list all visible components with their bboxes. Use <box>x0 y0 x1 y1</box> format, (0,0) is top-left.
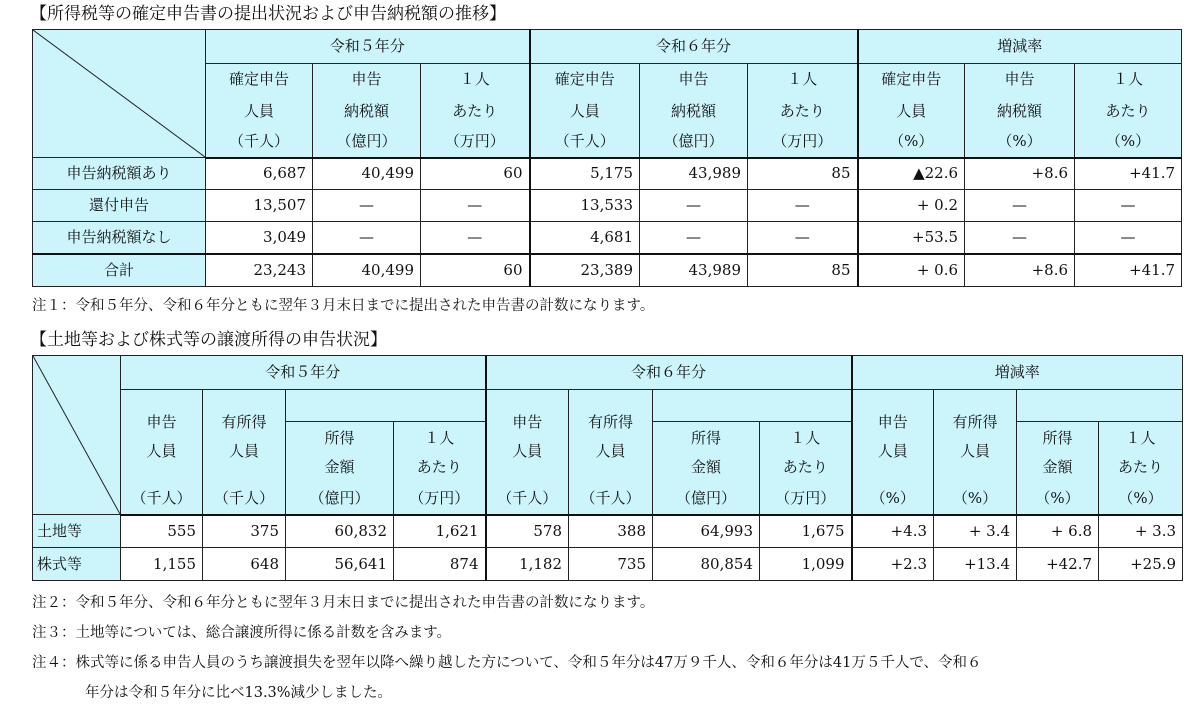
table-cell: 6,687 <box>206 158 313 190</box>
group-header: 令和５年分 <box>121 356 486 390</box>
table-cell: 735 <box>569 548 653 581</box>
col-header-spacer <box>1017 390 1183 422</box>
table-cell: 648 <box>203 548 286 581</box>
col-header-spacer <box>286 390 486 422</box>
col-header-line1: 申告 <box>313 64 421 96</box>
table-row-total <box>33 254 1182 287</box>
table-cell: — <box>640 190 748 222</box>
note-4-continued: 年分は令和５年分に比べ13.3%減少しました。 <box>85 685 393 701</box>
table-row <box>33 158 1182 190</box>
col-header-line1: １人 <box>1075 64 1182 96</box>
table-row <box>33 515 1183 548</box>
table-cell: +13.4 <box>934 548 1017 581</box>
table-cell: 43,989 <box>640 254 748 287</box>
table-cell: 3,049 <box>206 222 313 254</box>
table-cell: 40,499 <box>313 158 421 190</box>
col-unit: （億円） <box>286 484 394 515</box>
col-header: 申告 人員 <box>121 390 203 484</box>
table-cell: — <box>1075 190 1182 222</box>
col-header: １人 あたり <box>394 422 486 484</box>
col-header-line1: 確定申告 <box>206 64 313 96</box>
corner-diagonal-cell <box>33 30 206 158</box>
table-cell: 60 <box>421 158 530 190</box>
col-unit: （%） <box>852 484 934 515</box>
table-cell: +41.7 <box>1075 158 1182 190</box>
col-unit: （億円） <box>640 127 748 158</box>
note-4: 注４：株式等に係る申告人員のうち譲渡損失を翌年以降へ繰り越した方について、令和５年分は47万９千人、令和６年分は41万５千人で、令和６ <box>32 655 982 671</box>
col-unit: （%） <box>1099 484 1183 515</box>
col-header: 所得 金額 <box>286 422 394 484</box>
table-cell: — <box>313 190 421 222</box>
table-cell: 60,832 <box>286 515 394 548</box>
row-label: 合計 <box>33 254 206 287</box>
table-cell: + 0.6 <box>858 254 965 287</box>
table-cell: +42.7 <box>1017 548 1099 581</box>
row-label: 土地等 <box>33 515 121 548</box>
row-label: 株式等 <box>33 548 121 581</box>
table-cell: 80,854 <box>653 548 760 581</box>
group-header: 令和６年分 <box>530 30 858 64</box>
col-unit: （%） <box>934 484 1017 515</box>
col-header-line2: あたり <box>421 96 530 127</box>
note-2: 注２：令和５年分、令和６年分ともに翌年３月末日までに提出された申告書の計数になります。 <box>32 595 655 611</box>
col-header-spacer <box>653 390 852 422</box>
col-unit: （千人） <box>530 127 640 158</box>
table-cell: +8.6 <box>965 254 1075 287</box>
table-cell: — <box>421 222 530 254</box>
row-label: 還付申告 <box>33 190 206 222</box>
table-cell: 43,989 <box>640 158 748 190</box>
table-cell: +8.6 <box>965 158 1075 190</box>
table-row <box>33 190 1182 222</box>
table-cell: — <box>748 190 858 222</box>
table-cell: 85 <box>748 158 858 190</box>
table-cell: — <box>748 222 858 254</box>
table-row <box>33 548 1183 581</box>
col-header-line1: 確定申告 <box>858 64 965 96</box>
table-cell: + 3.4 <box>934 515 1017 548</box>
table1-title: 【所得税等の確定申告書の提出状況および申告納税額の推移】 <box>30 4 506 24</box>
transfer-income-table <box>32 355 1183 581</box>
table-cell: — <box>313 222 421 254</box>
col-header: １人 あたり <box>760 422 852 484</box>
col-header: 有所得 人員 <box>203 390 286 484</box>
col-header: 申告 人員 <box>486 390 569 484</box>
col-unit: （%） <box>1075 127 1182 158</box>
col-header: １人 あたり <box>1099 422 1183 484</box>
table-cell: 375 <box>203 515 286 548</box>
table-cell: +2.3 <box>852 548 934 581</box>
table-cell: 1,621 <box>394 515 486 548</box>
col-header-line1: １人 <box>748 64 858 96</box>
col-header-line2: あたり <box>1075 96 1182 127</box>
table-cell: 4,681 <box>530 222 640 254</box>
col-unit: （万円） <box>748 127 858 158</box>
table-cell: 1,155 <box>121 548 203 581</box>
col-unit: （億円） <box>313 127 421 158</box>
tax-return-table <box>32 29 1182 287</box>
col-header-line2: 人員 <box>206 96 313 127</box>
col-header-line2: 納税額 <box>965 96 1075 127</box>
table-cell: 13,533 <box>530 190 640 222</box>
col-unit: （万円） <box>394 484 486 515</box>
note-3: 注３：土地等については、総合譲渡所得に係る計数を含みます。 <box>32 625 452 641</box>
col-header-line2: 人員 <box>530 96 640 127</box>
table-cell: 64,993 <box>653 515 760 548</box>
table-cell: 23,243 <box>206 254 313 287</box>
table-cell: + 6.8 <box>1017 515 1099 548</box>
col-unit: （万円） <box>760 484 852 515</box>
group-header: 増減率 <box>858 30 1182 64</box>
col-header: 所得 金額 <box>653 422 760 484</box>
col-unit: （万円） <box>421 127 530 158</box>
col-header: 有所得 人員 <box>569 390 653 484</box>
table-cell: 56,641 <box>286 548 394 581</box>
table-cell: 85 <box>748 254 858 287</box>
table2-title: 【土地等および株式等の譲渡所得の申告状況】 <box>30 330 387 350</box>
col-header-line1: 確定申告 <box>530 64 640 96</box>
col-header-line2: あたり <box>748 96 858 127</box>
col-header-line1: １人 <box>421 64 530 96</box>
col-header-line2: 納税額 <box>313 96 421 127</box>
col-header-line1: 申告 <box>965 64 1075 96</box>
table-cell: 1,099 <box>760 548 852 581</box>
table-cell: +53.5 <box>858 222 965 254</box>
table-cell: 555 <box>121 515 203 548</box>
table-cell: 40,499 <box>313 254 421 287</box>
group-header: 令和６年分 <box>486 356 852 390</box>
corner-diagonal-cell <box>33 356 121 515</box>
col-unit: （千人） <box>206 127 313 158</box>
col-unit: （千人） <box>121 484 203 515</box>
note-1: 注１：令和５年分、令和６年分ともに翌年３月末日までに提出された申告書の計数になります。 <box>32 298 655 314</box>
table-cell: — <box>1075 222 1182 254</box>
table-cell: +41.7 <box>1075 254 1182 287</box>
table-row <box>33 222 1182 254</box>
group-header: 増減率 <box>852 356 1183 390</box>
table-cell: ▲22.6 <box>858 158 965 190</box>
table-cell: 578 <box>486 515 569 548</box>
table-cell: +4.3 <box>852 515 934 548</box>
table-cell: 1,675 <box>760 515 852 548</box>
table-cell: 5,175 <box>530 158 640 190</box>
col-unit: （%） <box>1017 484 1099 515</box>
col-header-line2: 人員 <box>858 96 965 127</box>
col-header-line1: 申告 <box>640 64 748 96</box>
table-cell: +25.9 <box>1099 548 1183 581</box>
col-unit: （%） <box>858 127 965 158</box>
row-label: 申告納税額なし <box>33 222 206 254</box>
col-unit: （千人） <box>203 484 286 515</box>
col-unit: （億円） <box>653 484 760 515</box>
table-cell: 388 <box>569 515 653 548</box>
col-header-line2: 納税額 <box>640 96 748 127</box>
col-unit: （千人） <box>486 484 569 515</box>
table-cell: — <box>965 190 1075 222</box>
group-header: 令和５年分 <box>206 30 530 64</box>
col-header: 有所得 人員 <box>934 390 1017 484</box>
col-unit: （%） <box>965 127 1075 158</box>
table-cell: — <box>965 222 1075 254</box>
table-cell: 1,182 <box>486 548 569 581</box>
table-cell: 874 <box>394 548 486 581</box>
row-label: 申告納税額あり <box>33 158 206 190</box>
table-cell: 60 <box>421 254 530 287</box>
table-cell: — <box>640 222 748 254</box>
table-cell: 13,507 <box>206 190 313 222</box>
table-cell: 23,389 <box>530 254 640 287</box>
col-header: 所得 金額 <box>1017 422 1099 484</box>
table-cell: + 3.3 <box>1099 515 1183 548</box>
col-unit: （千人） <box>569 484 653 515</box>
table-cell: — <box>421 190 530 222</box>
table-cell: + 0.2 <box>858 190 965 222</box>
col-header: 申告 人員 <box>852 390 934 484</box>
